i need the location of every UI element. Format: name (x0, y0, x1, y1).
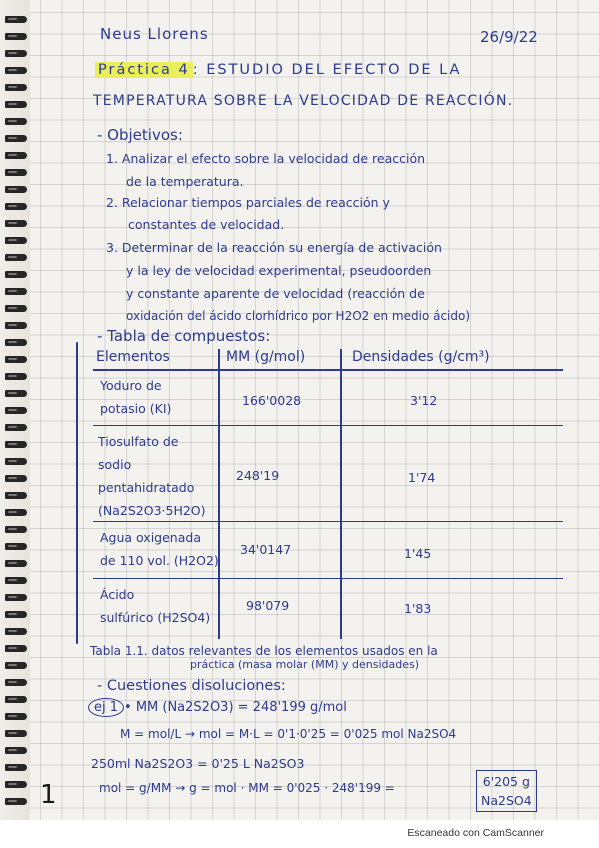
spiral-ring (5, 798, 27, 805)
spiral-ring (5, 373, 27, 380)
exercise-label: ej 1 (88, 698, 124, 717)
spiral-ring (5, 50, 27, 57)
table-cell-mm: 248'19 (236, 468, 280, 483)
spiral-ring (5, 118, 27, 125)
spiral-ring (5, 288, 27, 295)
spiral-ring (5, 407, 27, 414)
table-cell-mm: 166'0028 (242, 393, 302, 408)
table-caption-line-1: Tabla 1.1. datos relevantes de los elementos usados en la (90, 644, 438, 658)
spiral-ring (5, 441, 27, 448)
spiral-ring (5, 679, 27, 686)
spiral-ring (5, 254, 27, 261)
page-title (95, 62, 461, 79)
table-header-mm: MM (g/mol) (226, 349, 306, 365)
exercise-1-result-box: 6'205 g Na2SO4 (476, 770, 537, 812)
objective-1-line-2: de la temperatura. (126, 174, 244, 189)
title-line-2: TEMPERATURA SOBRE LA VELOCIDAD DE REACCIÓN. (93, 93, 514, 109)
objective-3-line-4: oxidación del ácido clorhídrico por H2O2 en medio ácido) (126, 309, 471, 323)
table-cell-density: 1'83 (404, 601, 432, 616)
page-number: 1 (40, 780, 57, 810)
spiral-ring (5, 186, 27, 193)
spiral-ring (5, 169, 27, 176)
table-row-rule-1 (93, 425, 563, 426)
table-column-divider-1 (218, 349, 220, 639)
spiral-ring (5, 16, 27, 23)
author-name: Neus Llorens (100, 25, 209, 43)
table-cell-name: Tiosulfato de sodio pentahidratado (Na2S2O3·5H2O) (98, 434, 206, 518)
spiral-ring (5, 458, 27, 465)
spiral-ring (5, 594, 27, 601)
exercise-1-line-2: M = mol/L → mol = M·L = 0'1·0'25 = 0'025 mol Na2SO4 (120, 727, 457, 741)
spiral-ring (5, 475, 27, 482)
table-heading: - Tabla de compuestos: (97, 327, 271, 345)
objectives-heading: - Objetivos: (97, 126, 183, 144)
spiral-ring (5, 560, 27, 567)
spiral-binding (0, 0, 30, 820)
spiral-ring (5, 577, 27, 584)
table-cell-mm: 34'0147 (240, 542, 292, 557)
table-header-elementos: Elementos (96, 349, 170, 365)
spiral-ring (5, 747, 27, 754)
spiral-ring (5, 67, 27, 74)
table-column-divider-2 (340, 349, 342, 639)
spiral-ring (5, 305, 27, 312)
spiral-ring (5, 713, 27, 720)
spiral-ring (5, 220, 27, 227)
table-cell-density: 1'45 (404, 546, 432, 561)
questions-heading: - Cuestiones disoluciones: (97, 678, 286, 694)
spiral-ring (5, 152, 27, 159)
spiral-ring (5, 84, 27, 91)
table-bracket (76, 342, 78, 644)
table-cell-density: 1'74 (408, 470, 436, 485)
objective-3-line-1: 3. Determinar de la reacción su energía de activación (106, 240, 442, 255)
objective-1-line-1: 1. Analizar el efecto sobre la velocidad de reacción (106, 151, 426, 166)
objective-2-line-1: 2. Relacionar tiempos parciales de reacción y (106, 195, 390, 210)
spiral-ring (5, 628, 27, 635)
spiral-ring (5, 509, 27, 516)
exercise-1-line-1: ej 1 • MM (Na2S2O3) = 248'199 g/mol (88, 700, 347, 716)
spiral-ring (5, 203, 27, 210)
objective-3-line-2: y la ley de velocidad experimental, pseudoorden (126, 263, 432, 278)
spiral-ring (5, 135, 27, 142)
table-header-rule (93, 369, 563, 371)
spiral-ring (5, 101, 27, 108)
spiral-ring (5, 526, 27, 533)
spiral-ring (5, 611, 27, 618)
spiral-ring (5, 662, 27, 669)
table-cell-name: Yoduro de potasio (KI) (100, 378, 172, 416)
spiral-ring (5, 390, 27, 397)
title-line-1: : ESTUDIO DEL EFECTO DE LA (192, 62, 462, 78)
objective-2-line-2: constantes de velocidad. (128, 217, 285, 232)
table-cell-name: Ácido sulfúrico (H2SO4) (100, 587, 211, 625)
spiral-ring (5, 339, 27, 346)
exercise-1-line-4: mol = g/MM → g = mol · MM = 0'025 · 248'199 = (99, 781, 395, 795)
spiral-ring (5, 424, 27, 431)
spiral-ring (5, 645, 27, 652)
objective-3-line-3: y constante aparente de velocidad (reacción de (126, 286, 425, 301)
spiral-ring (5, 33, 27, 40)
spiral-ring (5, 764, 27, 771)
practice-label: Práctica 4 (95, 62, 193, 78)
spiral-ring (5, 271, 27, 278)
table-cell-mm: 98'079 (246, 598, 290, 613)
table-header-densidades: Densidades (g/cm³) (352, 349, 490, 365)
spiral-ring (5, 781, 27, 788)
spiral-ring (5, 322, 27, 329)
spiral-ring (5, 492, 27, 499)
table-cell-name: Agua oxigenada de 110 vol. (H2O2) (100, 530, 219, 568)
table-row-rule-3 (93, 578, 563, 579)
spiral-ring (5, 730, 27, 737)
scanner-watermark: Escaneado con CamScanner (0, 820, 599, 848)
date: 26/9/22 (480, 28, 538, 46)
spiral-ring (5, 237, 27, 244)
exercise-1-line-3: 250ml Na2S2O3 = 0'25 L Na2SO3 (91, 756, 305, 771)
spiral-ring (5, 543, 27, 550)
spiral-ring (5, 696, 27, 703)
table-caption-line-2: práctica (masa molar (MM) y densidades) (190, 658, 419, 671)
table-cell-density: 3'12 (410, 393, 438, 408)
spiral-ring (5, 356, 27, 363)
